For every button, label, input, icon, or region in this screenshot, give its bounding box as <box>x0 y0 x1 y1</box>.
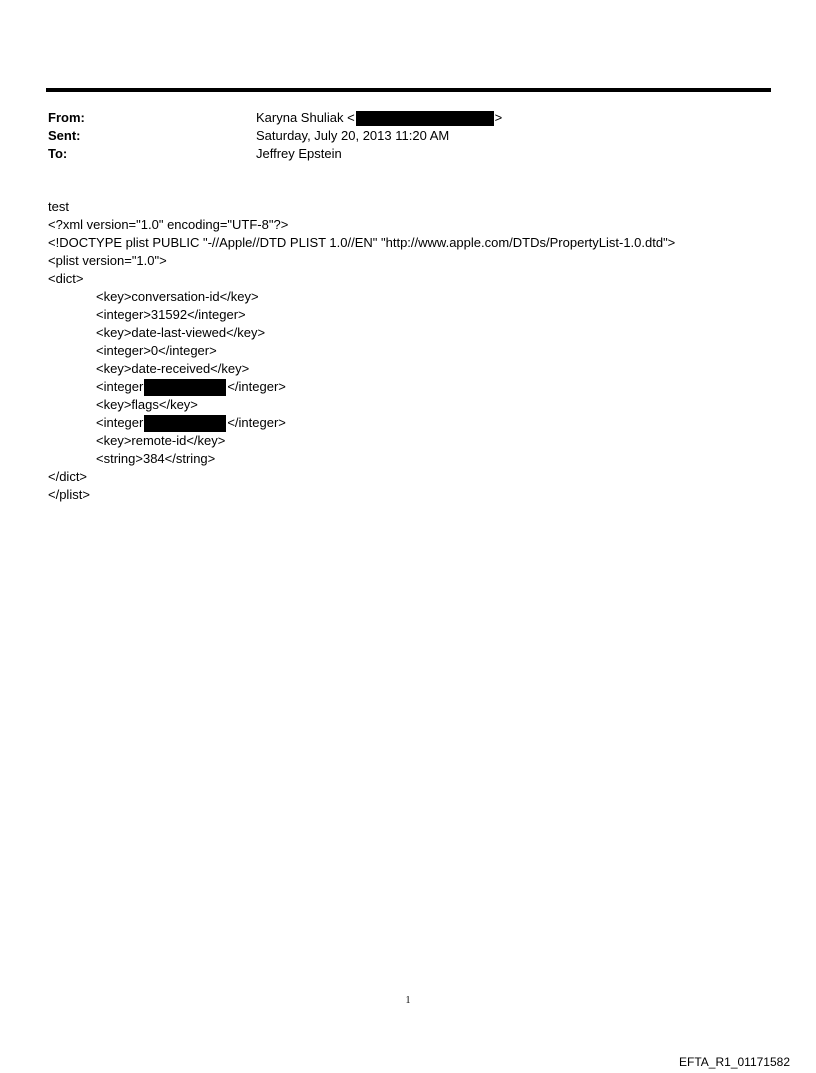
page-number: 1 <box>405 995 411 1006</box>
from-name: Karyna Shuliak <box>256 110 344 125</box>
body-line: </plist> <box>48 487 90 502</box>
top-rule <box>46 88 771 92</box>
to-row <box>48 145 748 163</box>
integer-close-tag: </integer> <box>227 379 286 394</box>
body-line: <integer>0</integer> <box>96 343 217 358</box>
email-body <box>48 198 788 504</box>
integer-open-tag: <integer <box>96 379 144 394</box>
integer-close-tag: </integer> <box>227 415 286 430</box>
body-line: <!DOCTYPE plist PUBLIC "-//Apple//DTD PLIST 1.0//EN" "http://www.apple.com/DTDs/PropertyList-1.0.dtd"> <box>48 235 676 250</box>
email-header <box>48 109 748 163</box>
to-value: Jeffrey Epstein <box>256 146 342 161</box>
body-line: <integer>31592</integer> <box>96 307 246 322</box>
body-line-redacted <box>48 378 788 396</box>
body-line: <key>date-last-viewed</key> <box>96 325 266 340</box>
bates-number: EFTA_R1_01171582 <box>679 1055 790 1069</box>
body-line: <string>384</string> <box>96 451 216 466</box>
body-line: <key>remote-id</key> <box>96 433 226 448</box>
redaction-email <box>356 111 494 126</box>
from-close-bracket: > <box>494 110 503 125</box>
body-line: <?xml version="1.0" encoding="UTF-8"?> <box>48 217 289 232</box>
to-label: To: <box>48 146 68 161</box>
body-line: </dict> <box>48 469 88 484</box>
body-line: <plist version="1.0"> <box>48 253 167 268</box>
from-label: From: <box>48 110 85 125</box>
body-line: <key>conversation-id</key> <box>96 289 259 304</box>
body-line: test <box>48 199 69 214</box>
body-line: <key>date-received</key> <box>96 361 250 376</box>
redaction-date-received <box>144 379 226 396</box>
from-row <box>48 109 748 127</box>
from-value <box>256 109 502 127</box>
sent-row <box>48 127 748 145</box>
integer-open-tag: <integer <box>96 415 144 430</box>
sent-label: Sent: <box>48 128 81 143</box>
body-line: <dict> <box>48 271 84 286</box>
from-open-bracket: < <box>347 110 355 125</box>
body-line: <key>flags</key> <box>96 397 198 412</box>
body-line-redacted <box>48 414 788 432</box>
sent-value: Saturday, July 20, 2013 11:20 AM <box>256 128 450 143</box>
redaction-flags <box>144 415 226 432</box>
